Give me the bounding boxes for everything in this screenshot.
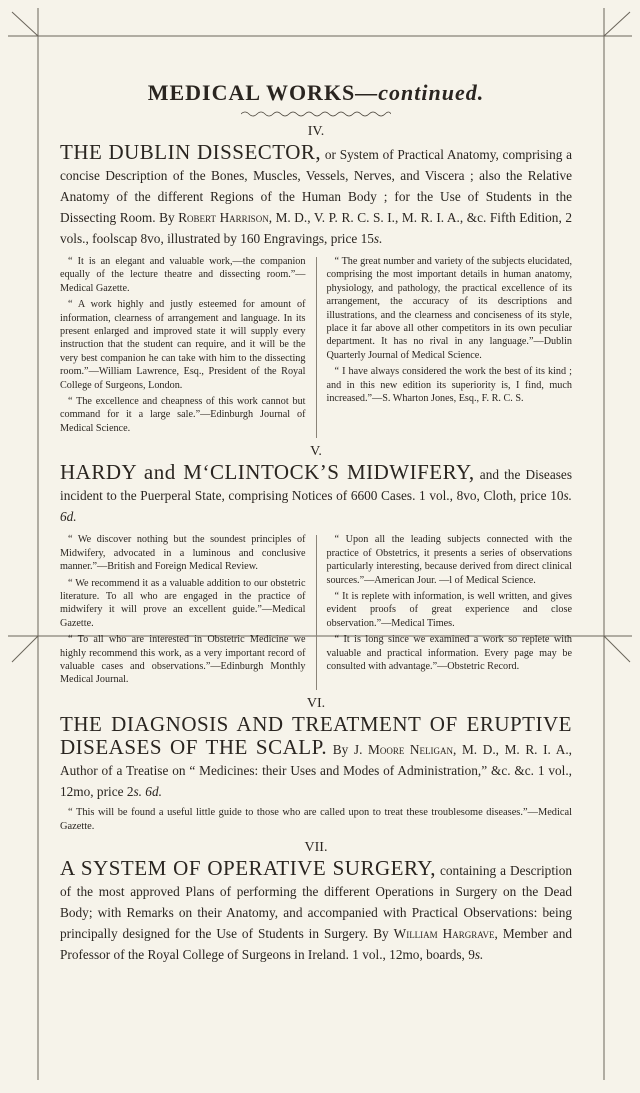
review-quote: “ The great number and variety of the subjects elucidated, comprising the most important details in human anatomy, physiology, and pathology, the practical excellence of its arrangement, the accuracy of its descriptions and illustrations, and the clearness and conciseness of its style, place it far above all other competitors in its own peculiar department. It has no rival in any language.”—Dublin Quarterly Journal of Medical Science.: [326, 256, 572, 361]
review-quote: “ It is replete with information, is well written, and gives evident proofs of great experience and close observation.”—Medical Times.: [326, 590, 572, 629]
book-title: A SYSTEM OF OPERATIVE SURGERY,: [60, 855, 437, 880]
review-column-right: [317, 533, 573, 689]
running-head-title: MEDICAL WORKS: [147, 80, 356, 105]
review-quote: “ A work highly and justly esteemed for amount of information, clearness of arrangement and language. In its present enlarged and improved state it will supply every instruction that the student can require, and it will be the very best companion he can take with him to the dissecting room.”—William Lawrence, Esq., President of the Royal College of Surgeons, London.: [60, 299, 306, 391]
review-quote: “ Upon all the leading subjects connected with the practice of Obstetrics, it presents a series of observations particularly interesting, because derived from direct clinical sources.”—American Jour. —l of Medical Science.: [326, 534, 572, 586]
review-column-right: [317, 255, 573, 438]
section-numeral: IV.: [307, 124, 325, 139]
review-quote: “ We discover nothing but the soundest principles of Midwifery, advocated in a luminous and conclusive manner.”—British and Foreign Medical Review.: [60, 534, 306, 573]
book-title: THE DIAGNOSIS AND TREATMENT OF ERUPTIVE DISEASES OF THE SCALP.: [60, 711, 572, 759]
author-name: Robert Harrison,: [178, 210, 273, 225]
book-description: THE DUBLIN DISSECTOR, or System of Practical Anatomy, comprising a concise Description of the Bones, Muscles, Vessels, Nerves, and Viscera ; also the Relative Anatomy of the different Regions of the Human Body ; for the Use of Students in the Dissecting Room. By Robert Harrison, M. D., V. P. R. C. S. I., M. R. I. A., &c. Fifth Edition, 2 vols., foolscap 8vo, illustrated by 160 Engravings, price 15s.: [60, 140, 572, 246]
page-content: [60, 80, 572, 965]
review-quote: “ This will be found a useful little guide to those who are called upon to treat these troublesome diseases.”—Medical Gazette.: [60, 806, 572, 832]
review-quote: “ The excellence and cheapness of this work cannot but command for it a large sale.”—Edinburgh Journal of Medical Science.: [60, 396, 306, 434]
review-quote: “ I have always considered the work the best of its kind ; and in this new edition its superiority is, I find, much increased.”—S. Wharton Jones, Esq., F. R. C. S.: [326, 366, 572, 405]
review-column-left: [60, 255, 316, 438]
section-numeral: VI.: [306, 695, 326, 711]
review-quote: “ To all who are interested in Obstetric Medicine we highly recommend this work, as a very important record of valuable cases and observations.”—Edinburgh Monthly Medical Journal.: [60, 634, 306, 686]
running-head-continued: —continued.: [355, 80, 485, 105]
book-description: HARDY and M‘CLINTOCK’S MIDWIFERY, and the Diseases incident to the Puerperal State, comprising Notices of 6600 Cases. 1 vol., 8vo, Cloth, price 10s. 6d.: [60, 460, 572, 525]
running-head: [60, 80, 572, 106]
review-columns: [60, 533, 572, 689]
book-title: THE DUBLIN DISSECTOR,: [60, 140, 322, 164]
author-name: William Hargrave,: [393, 925, 498, 941]
wavy-rule-ornament: [241, 110, 391, 118]
review-column-left: [60, 533, 316, 689]
review-quote: “ It is long since we examined a work so replete with valuable and practical information. Every page may be consulted with advantage.”—Obstetric Record.: [326, 634, 572, 672]
review-columns: [60, 255, 572, 438]
section-numeral: V.: [310, 444, 322, 460]
book-description: A SYSTEM OF OPERATIVE SURGERY, containing a Description of the most approved Plans of performing the different Operations in Surgery on the Dead Body; with Remarks on their Anatomy, and accompanied with Practical Observations: being principally designed for the Use of Students in Surgery. By William Hargrave, Member and Professor of the Royal College of Surgeons in Ireland. 1 vol., 12mo, boards, 9s.: [60, 855, 573, 962]
review-quote: “ We recommend it as a valuable addition to our obstetric literature. To all who are engaged in the practice of midwifery it will prove an excellent guide.”—Medical Gazette.: [60, 577, 306, 629]
book-description: THE DIAGNOSIS AND TREATMENT OF ERUPTIVE DISEASES OF THE SCALP. By J. Moore Neligan, M. D., M. R. I. A., Author of a Treatise on “ Medicines: their Uses and Modes of Administration,” &c. &c. 1 vol., 12mo, price 2s. 6d.: [60, 711, 572, 799]
review-quote: “ It is an elegant and valuable work,—the companion equally of the lecture theatre and dissecting room.”—Medical Gazette.: [60, 256, 306, 294]
book-title: HARDY and M‘CLINTOCK’S MIDWIFERY,: [60, 460, 475, 485]
section-numeral: VII.: [304, 839, 328, 855]
author-name: J. Moore Neligan,: [353, 741, 457, 757]
